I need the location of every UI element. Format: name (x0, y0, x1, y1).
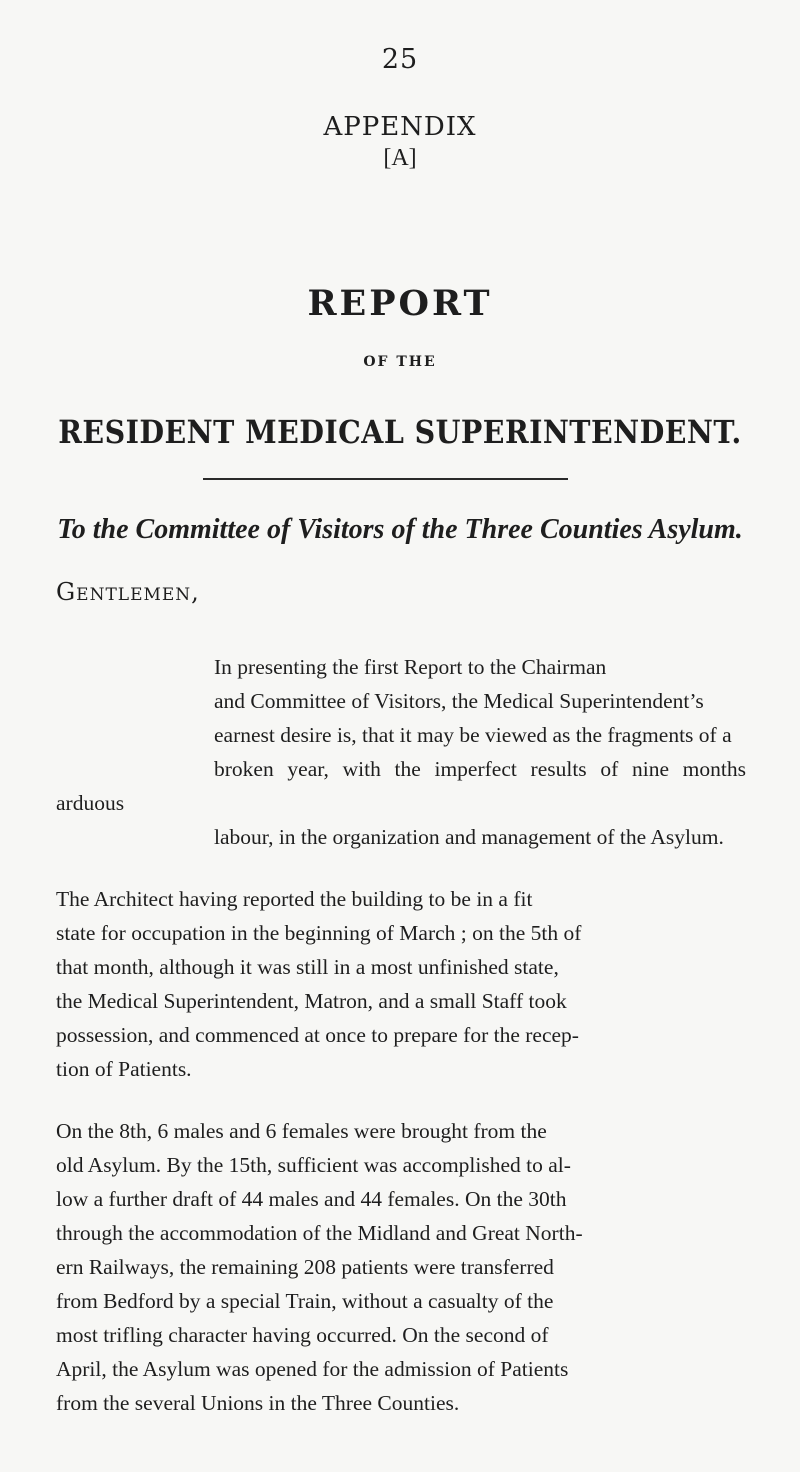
paragraph-1 (56, 650, 746, 854)
divider-rule (203, 478, 568, 480)
report-title: REPORT (307, 283, 493, 324)
paragraph-line: old Asylum. By the 15th, sufficient was accomplished to al- (56, 1153, 571, 1177)
paragraph-line: state for occupation in the beginning of March ; on the 5th of (56, 921, 582, 945)
paragraph-line: from the several Unions in the Three Counties. (56, 1391, 460, 1415)
appendix-mark: [A] (383, 145, 417, 171)
paragraph-line: labour, in the organization and management of the Asylum. (214, 825, 724, 849)
report-subtitle: RESIDENT MEDICAL SUPERINTENDENT. (58, 413, 742, 451)
paragraph-3 (56, 1114, 746, 1420)
paragraph-line: and Committee of Visitors, the Medical Superintendent’s (214, 689, 704, 713)
paragraph-line: through the accommodation of the Midland and Great North- (56, 1221, 583, 1245)
paragraph-line: possession, and commenced at once to prepare for the recep- (56, 1023, 579, 1047)
of-the-caption: OF THE (363, 354, 437, 370)
report-body (56, 650, 746, 1448)
paragraph-line: In presenting the first Report to the Chairman (214, 655, 607, 679)
paragraph-line: The Architect having reported the building to be in a fit (56, 887, 533, 911)
paragraph-line: On the 8th, 6 males and 6 females were brought from the (56, 1119, 547, 1143)
paragraph-line: ern Railways, the remaining 208 patients were transferred (56, 1255, 554, 1279)
paragraph-line: from Bedford by a special Train, without a casualty of the (56, 1289, 554, 1313)
paragraph-line: April, the Asylum was opened for the admission of Patients (56, 1357, 569, 1381)
paragraph-line: broken year, with the imperfect results of nine months arduous (56, 757, 746, 815)
paragraph-line: low a further draft of 44 males and 44 females. On the 30th (56, 1187, 567, 1211)
page-number: 25 (381, 44, 419, 75)
paragraph-line: that month, although it was still in a most unfinished state, (56, 955, 559, 979)
paragraph-2 (56, 882, 746, 1086)
paragraph-line: tion of Patients. (56, 1057, 192, 1081)
appendix-heading: APPENDIX (323, 112, 477, 142)
paragraph-line: most trifling character having occurred. On the second of (56, 1323, 549, 1347)
address-line: To the Committee of Visitors of the Three Counties Asylum. (57, 514, 743, 545)
paragraph-line: earnest desire is, that it may be viewed as the fragments of a (214, 723, 732, 747)
salutation: Gentlemen, (56, 578, 200, 606)
paragraph-line: the Medical Superintendent, Matron, and a small Staff took (56, 989, 567, 1013)
